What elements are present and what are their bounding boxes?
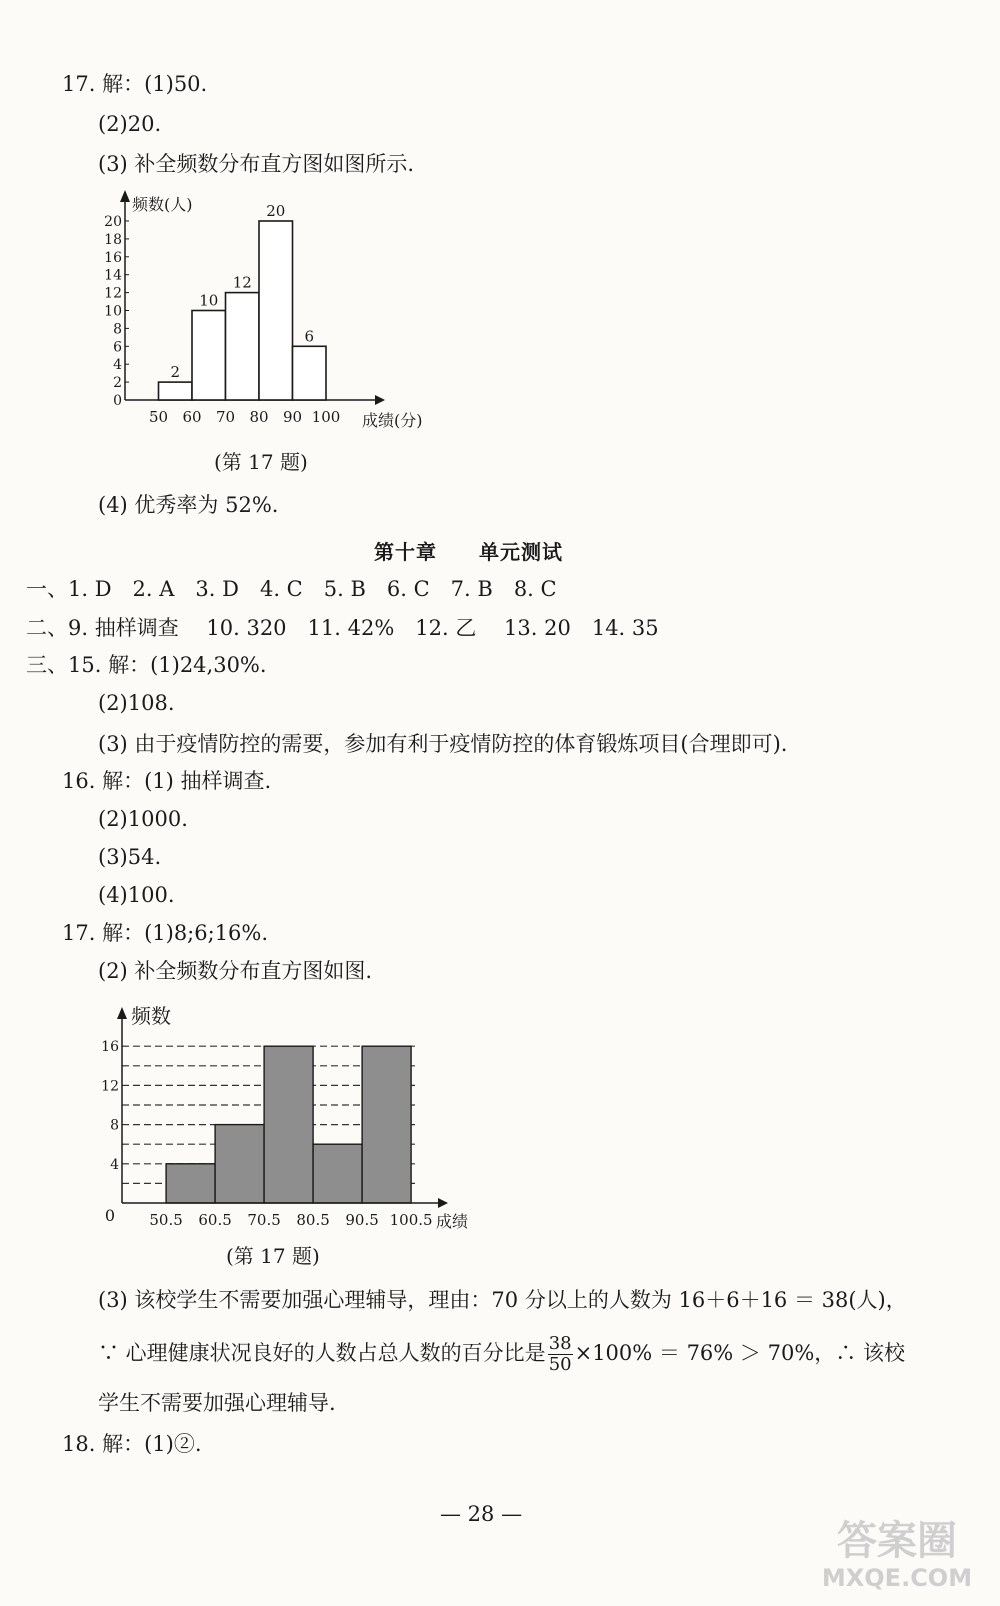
y-tick-label: 6	[113, 339, 122, 356]
y-axis-label: 频数	[131, 1004, 171, 1028]
x-tick-label: 50.5	[149, 1211, 183, 1229]
histogram-bar	[192, 311, 226, 401]
histogram-bar	[166, 1164, 215, 1203]
answer-17-part4: (4) 优秀率为 52%.	[98, 493, 279, 517]
histogram-chart-1	[90, 180, 450, 440]
bar-data-label: 10	[199, 291, 219, 310]
answer-15-part1: 三、15. 解：(1)24,30%.	[26, 653, 267, 677]
answer-17b-part1: 17. 解：(1)8;6;16%.	[62, 921, 269, 945]
x-axis-label: 成绩	[436, 1212, 469, 1231]
answer-16-part3: (3)54.	[98, 845, 162, 869]
x-tick-label: 90	[282, 408, 303, 426]
y-tick-label: 14	[104, 267, 122, 284]
answer-17b-part3: (3) 该校学生不需要加强心理辅导，理由：70 分以上的人数为 16＋6＋16 ＝ 38(人)，	[98, 1288, 907, 1312]
watermark-title: 答案圈	[837, 1518, 957, 1564]
answer-15-part3: (3) 由于疫情防控的需要，参加有利于疫情防控的体育锻炼项目(合理即可).	[98, 732, 788, 756]
histogram-bar	[215, 1125, 264, 1203]
y-tick-label: 8	[110, 1117, 119, 1134]
histogram-chart-2	[100, 995, 480, 1235]
bar-data-label: 6	[304, 327, 315, 346]
section-two-answers: 二、9. 抽样调查 10. 320 11. 42% 12. 乙 13. 20 14. 35	[26, 616, 659, 640]
watermark-logo	[812, 1510, 982, 1592]
answer-17-part2: (2)20.	[98, 112, 162, 136]
x-tick-label: 100.5	[389, 1211, 433, 1229]
bar-data-label: 2	[170, 363, 181, 382]
x-tick-label: 50	[148, 408, 169, 426]
histogram-bar	[264, 1046, 313, 1203]
x-tick-label: 80.5	[296, 1211, 330, 1229]
answer-17b-part3-cont	[98, 1334, 905, 1375]
histogram-bar	[293, 346, 327, 400]
y-tick-label: 12	[101, 1078, 119, 1095]
y-tick-label: 10	[104, 303, 122, 320]
answer-15-part2: (2)108.	[98, 691, 175, 715]
percentage-result: ×100% ＝ 76% ＞ 70%，∴ 该校	[574, 1341, 905, 1365]
x-tick-label: 90.5	[345, 1211, 379, 1229]
percentage-statement: ∵ 心理健康状况良好的人数占总人数的百分比是	[98, 1341, 546, 1365]
answer-16-part2: (2)1000.	[98, 807, 188, 831]
x-tick-label: 60	[182, 408, 202, 426]
histogram-bar	[313, 1144, 362, 1203]
y-tick-label: 8	[113, 321, 122, 338]
answer-17-part3: (3) 补全频数分布直方图如图所示.	[98, 152, 415, 176]
y-tick-label: 18	[104, 231, 122, 248]
answer-17b-part2: (2) 补全频数分布直方图如图.	[98, 959, 373, 983]
y-tick-label: 16	[104, 249, 122, 266]
y-axis-arrow	[117, 1007, 127, 1019]
bar-data-label: 20	[266, 202, 286, 220]
y-tick-label: 16	[101, 1039, 119, 1056]
x-tick-label: 70.5	[247, 1211, 281, 1229]
x-tick-label: 70	[215, 408, 236, 426]
y-tick-label: 20	[104, 214, 122, 230]
chart1-caption: (第 17 题)	[214, 450, 308, 474]
y-axis-label: 频数(人)	[132, 195, 193, 214]
histogram-bar	[226, 293, 260, 400]
x-tick-label: 100	[311, 408, 341, 426]
answer-16-part1: 16. 解：(1) 抽样调查.	[62, 769, 272, 793]
answer-18-part1: 18. 解：(1)②.	[62, 1432, 202, 1456]
y-tick-label: 4	[110, 1156, 119, 1173]
x-tick-label: 80	[249, 408, 269, 426]
x-axis-arrow	[438, 1198, 448, 1208]
fraction-denominator: 50	[548, 1354, 572, 1375]
x-tick-label: 60.5	[198, 1211, 232, 1229]
y-tick-label: 12	[104, 285, 122, 302]
y-axis-arrow	[120, 190, 130, 202]
fraction	[548, 1334, 573, 1375]
answer-17b-conclusion: 学生不需要加强心理辅导.	[98, 1391, 336, 1415]
histogram-bar	[362, 1046, 411, 1203]
fraction-numerator: 38	[548, 1333, 572, 1354]
y-tick-label: 2	[113, 375, 122, 392]
histogram-bar	[159, 382, 193, 400]
section-one-answers: 一、1. D 2. A 3. D 4. C 5. B 6. C 7. B 8. C	[26, 577, 557, 601]
x-axis-arrow	[375, 395, 385, 405]
y-tick-label: 4	[113, 357, 122, 374]
watermark-url: MXQE.COM	[821, 1564, 973, 1592]
chapter-heading: 第十章 单元测试	[374, 540, 563, 564]
chart2-caption: (第 17 题)	[226, 1244, 320, 1268]
x-axis-label: 成绩(分)	[362, 411, 423, 430]
page-number: — 28 —	[440, 1502, 523, 1526]
y-tick-label: 0	[113, 393, 122, 409]
histogram-bar	[259, 221, 293, 400]
answer-17-part1: 17. 解：(1)50.	[62, 72, 208, 96]
origin-label: 0	[104, 1206, 116, 1225]
bar-data-label: 12	[232, 273, 252, 292]
answer-16-part4: (4)100.	[98, 883, 175, 907]
